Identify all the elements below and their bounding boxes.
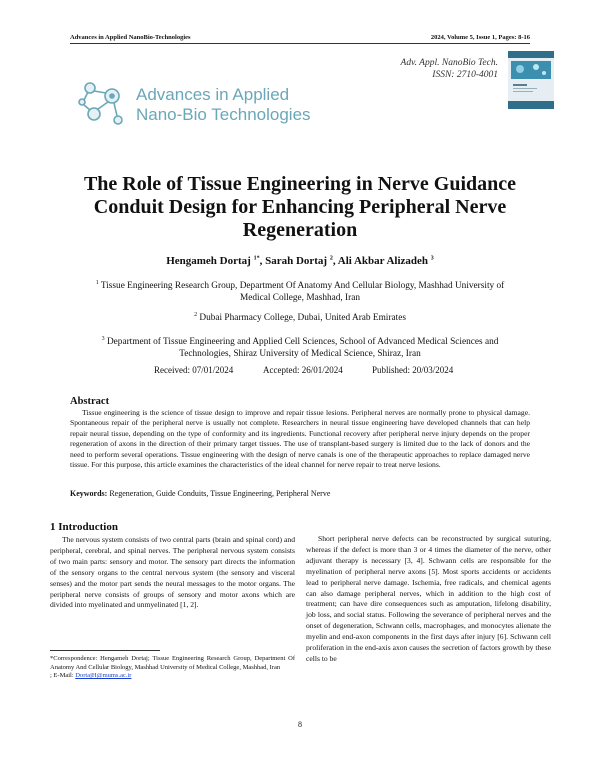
affiliation-number: 2 [194,312,198,318]
logo-line-2: Nano-Bio Technologies [136,105,311,124]
email-link[interactable]: DortajH@mums.ac.ir [75,672,132,680]
abstract-heading: Abstract [70,396,110,407]
keywords [70,489,530,498]
section-heading: 1 Introduction [50,521,118,533]
received-date: Received: 07/01/2024 [154,365,234,375]
author-name: Ali Akbar Alizadeh [337,255,429,267]
logo-line-1: Advances in Applied [136,85,290,104]
author-superscript: 1* [253,255,260,262]
affiliation [80,277,520,304]
cover-thumbnail-icon [508,51,554,109]
affiliation-text: Dubai Pharmacy College, Dubai, United Arab Emirates [199,313,406,324]
journal-cover-image [508,51,554,109]
header-issue-info: 2024, Volume 5, Issue 1, Pages: 8-16 [430,34,530,41]
journal-logo [76,74,336,130]
keywords-label: Keywords: [70,489,108,498]
journal-info [401,57,498,81]
email-label: ; E-Mail: [50,672,74,680]
affiliation-number: 1 [95,280,99,286]
accepted-date: Accepted: 26/01/2024 [263,365,343,375]
affiliation [80,309,520,324]
footnote-rule [50,650,160,651]
page-number: 8 [298,720,302,729]
footnote-text: *Correspondence: Hengameh Dortaj; Tissue Engineering Research Group, Department Of Anatomy And Cellular Biology, Mashhad University of Medical College, Mashhad, Iran [50,655,295,671]
molecule-icon [79,83,122,124]
author-name: Sarah Dortaj [265,255,328,267]
keywords-text: Regeneration, Guide Conduits, Tissue Engineering, Peripheral Nerve [109,489,331,498]
abstract-text: Tissue engineering is the science of tissue design to improve and repair tissue lesions. Peripheral nerves are normally prone to physical damage. Spontaneous repair of the peripheral nerve is usually not complete. Researchers in neural tissue engineering have developed channels that can help repair neural tissue, depending on the type of conformity and its ingredients. Functional recovery after peripheral nerve injury depends on the proper regeneration of axons in the direction of their primary target tissues. The use of transplant-based surgery is limited due to the lack of donors and the need to perform several operations. Tissue engineering with the design of nerve canals is one of the therapeutic approaches to replace damaged nerve tissue. For this purpose, this article examines the characteristics of the ideal channel for nerve repair to treat nerve lesions. [70,408,530,470]
author-superscript: 2 [329,255,333,262]
header-journal-name: Advances in Applied NanoBio-Technologies [70,34,191,41]
author-list: Hengameh Dortaj $^{1*}$, Sarah Dortaj $^2$, Ali Akbar Alizadeh $^3$ [166,255,434,267]
journal-abbrev: Adv. Appl. NanoBio Tech. [400,58,498,68]
author-superscript: 3 [430,255,434,262]
intro-left-column: The nervous system consists of two central parts (brain and spinal cord) and peripheral, cerebral, and spinal nerves. The peripheral nervous system consists of two main parts: sensory and motor. The sensory part directs the information of the sensory organs to the central nervous system (the sensory and visceral senses) and the motor part sends the neural messages to the motor organs. The peripheral nerve consists of groups of sensory and motor axons which are divided into myelinated and unmyelinated [1, 2]. [50,535,295,610]
published-date: Published: 20/03/2024 [372,365,454,375]
correspondence-footnote [50,655,295,681]
affiliation-text: Department of Tissue Engineering and Applied Cell Sciences, School of Advanced Medical Sciences and Technologies, Shiraz University of Medical Science, Shiraz, Iran [106,337,499,360]
affiliation-text: Tissue Engineering Research Group, Department Of Anatomy And Cellular Biology, Mashhad University of Medical College, Mashhad, Iran [100,281,505,304]
intro-right-column: Short peripheral nerve defects can be reconstructed by surgical suturing, whereas if the defect is more than 3 or 4 times the diameter of the nerve, other adjuvant therapy is necessary [3, 4]. Schwann cells are responsible for the myelination of peripheral nerve axons [5]. Most sports accidents or accidents lead to peripheral nerve damage. Ischemia, free radicals, and chemical agents can also damage peripheral nerves, which in addition to the high cost of treatment; can have dire consequences such as amputation, lifelong disability, job loss, and social status. Following the severance of peripheral nerves and the onset of degeneration, Schwann cells, macrophages, and monocytes alienate the myelin and end-axon components in the first days after injury [6]. Schwann cell proliferation in the end-axis axon causes the secretion of factors growth by these cells to be [306,534,551,663]
affiliation [80,333,520,360]
header-rule [70,43,530,44]
author-name: Hengameh Dortaj [166,255,251,267]
journal-issn: ISSN: 2710-4001 [432,70,498,80]
paper-title: The Role of Tissue Engineering in Nerve Guidance Conduit Design for Enhancing Peripheral Nerve Regeneration [83,173,517,241]
affiliation-number: 3 [101,336,105,342]
